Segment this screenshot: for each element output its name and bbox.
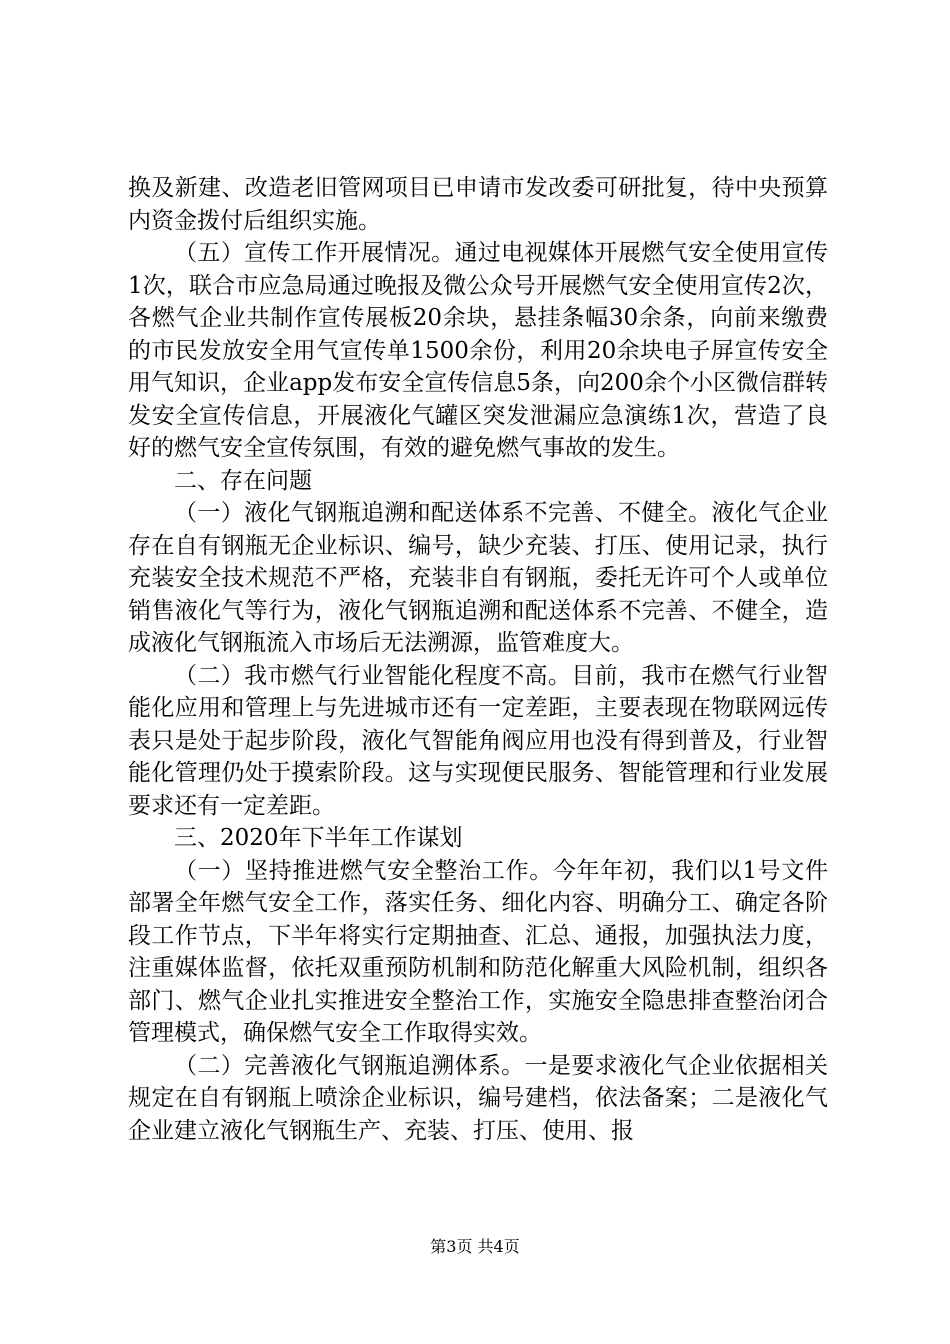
paragraph-safety-rectification: （一）坚持推进燃气安全整治工作。今年年初，我们以1号文件部署全年燃气安全工作，落实任务、细化内容、明确分工、确定各阶段工作节点，下半年将实行定期抽查、汇总、通报，加强执法力度，注重媒体监督，依托双重预防机制和防范化解重大风险机制，组织各部门、燃气企业扎实推进安全整治工作，实施安全隐患排查整治闭合管理模式，确保燃气安全工作取得实效。 <box>128 857 828 1046</box>
paragraph-continuation: 换及新建、改造老旧管网项目已申请市发改委可研批复，待中央预算内资金拨付后组织实施。 <box>128 175 828 234</box>
page-number-footer: 第3页 共4页 <box>430 1237 520 1256</box>
section-heading-problems: 二、存在问题 <box>174 467 312 494</box>
paragraph-tracing-system: （二）完善液化气钢瓶追溯体系。一是要求液化气企业依据相关规定在自有钢瓶上喷涂企业标识，编号建档，依法备案；二是液化气企业建立液化气钢瓶生产、充装、打压、使用、报 <box>128 1052 828 1144</box>
section-heading-plan: 三、2020年下半年工作谋划 <box>174 825 463 851</box>
body-text <box>128 172 828 1147</box>
paragraph-cylinder-tracing: （一）液化气钢瓶追溯和配送体系不完善、不健全。液化气企业存在自有钢瓶无企业标识、编号，缺少充装、打压、使用记录，执行充装安全技术规范不严格，充装非自有钢瓶，委托无许可个人或单位销售液化气等行为，液化气钢瓶追溯和配送体系不完善、不健全，造成液化气钢瓶流入市场后无法溯源，监管难度大。 <box>128 500 828 656</box>
paragraph-intelligence: （二）我市燃气行业智能化程度不高。目前，我市在燃气行业智能化应用和管理上与先进城市还有一定差距，主要表现在物联网远传表只是处于起步阶段，液化气智能角阀应用也没有得到普及，行业智能化管理仍处于摸索阶段。这与实现便民服务、智能管理和行业发展要求还有一定差距。 <box>128 662 828 819</box>
paragraph-publicity: （五）宣传工作开展情况。通过电视媒体开展燃气安全使用宣传1次，联合市应急局通过晚报及微公众号开展燃气安全使用宣传2次，各燃气企业共制作宣传展板20余块，悬挂条幅30余条，向前来缴费的市民发放安全用气宣传单1500余份，利用20余块电子屏宣传安全用气知识，企业app发布安全宣传信息5条，向200余个小区微信群转发安全宣传信息，开展液化气罐区突发泄漏应急演练1次，营造了良好的燃气安全宣传氛围，有效的避免燃气事故的发生。 <box>128 240 828 461</box>
